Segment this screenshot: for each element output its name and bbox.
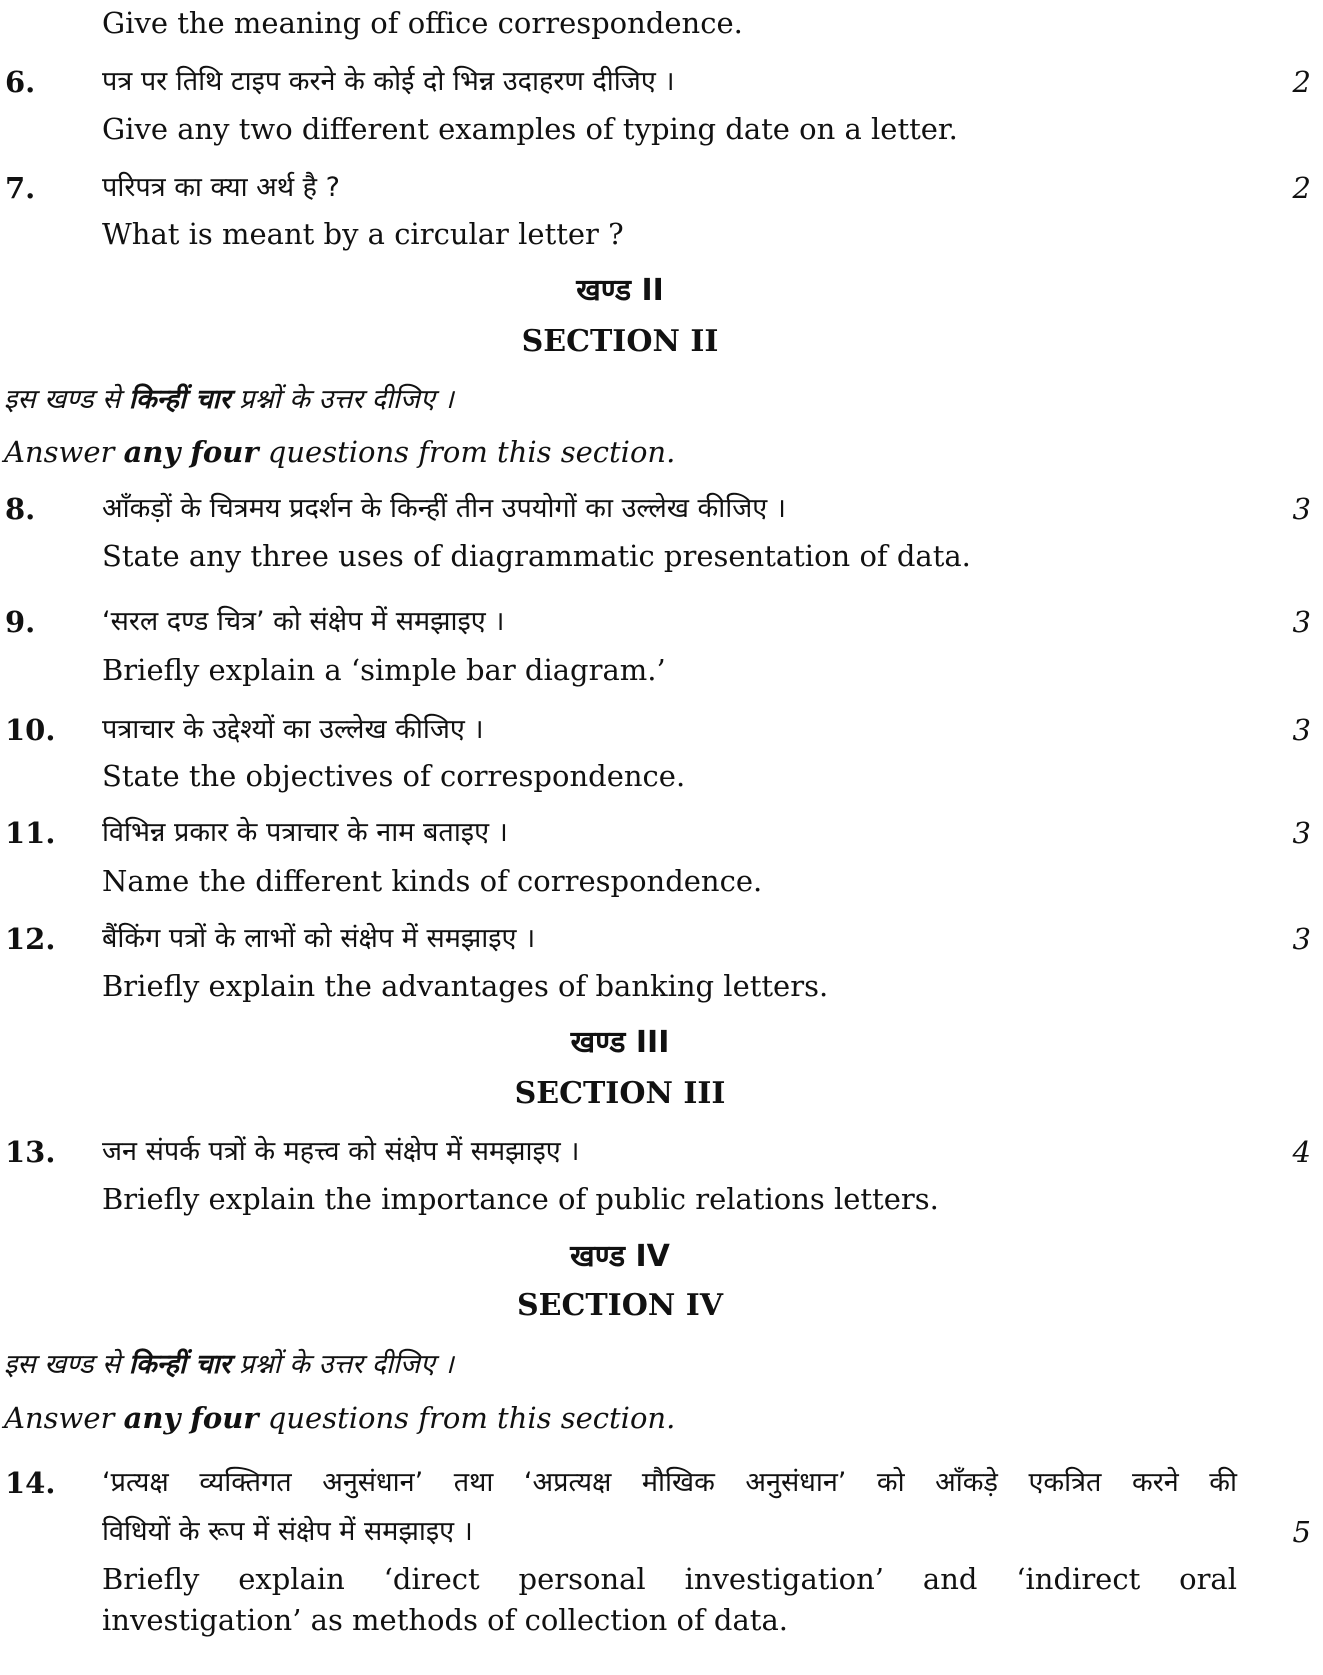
section-heading-hindi: खण्ड II: [576, 273, 664, 308]
instruction-hindi: इस खण्ड से किन्हीं चार प्रश्नों के उत्तर दीजिए ।: [4, 1349, 454, 1380]
question-hindi: पत्राचार के उद्देश्यों का उल्लेख कीजिए ।: [102, 714, 484, 745]
section-heading-hindi: खण्ड IV: [570, 1239, 670, 1274]
question-marks: 3: [1292, 922, 1311, 956]
question-english: State any three uses of diagrammatic presentation of data.: [102, 539, 971, 573]
question-number: 7.: [5, 171, 36, 205]
question-hindi: विभिन्न प्रकार के पत्राचार के नाम बताइए ।: [102, 817, 508, 848]
question-marks: 3: [1292, 713, 1311, 747]
section-heading-hindi: खण्ड III: [570, 1025, 670, 1060]
question-number: 13.: [5, 1135, 56, 1169]
question-hindi: जन संपर्क पत्रों के महत्त्व को संक्षेप में समझाइए ।: [102, 1136, 580, 1167]
question-hindi-line-1: ‘प्रत्यक्ष व्यक्तिगत अनुसंधान’ तथा ‘अप्रत्यक्ष मौखिक अनुसंधान’ को आँकड़े एकत्रित करने की: [102, 1467, 1237, 1498]
section-heading: SECTION II: [521, 324, 719, 359]
question-marks: 3: [1292, 816, 1311, 850]
instruction-hindi: इस खण्ड से किन्हीं चार प्रश्नों के उत्तर दीजिए ।: [4, 384, 454, 415]
question-marks: 3: [1292, 492, 1311, 526]
question-marks: 5: [1292, 1515, 1311, 1549]
question-english-line-1: Briefly explain ‘direct personal investigation’ and ‘indirect oral: [102, 1562, 1237, 1596]
question-english: Name the different kinds of correspondence.: [102, 864, 763, 898]
question-english: Give any two different examples of typing date on a letter.: [102, 112, 958, 146]
question-number: 10.: [5, 713, 56, 747]
instruction-english: Answer any four questions from this section.: [4, 435, 676, 469]
question-number: 14.: [5, 1466, 56, 1500]
question-number: 8.: [5, 492, 36, 526]
question-marks: 2: [1292, 171, 1311, 205]
question-english: What is meant by a circular letter ?: [102, 217, 624, 251]
question-marks: 3: [1292, 605, 1311, 639]
question-english: Briefly explain a ‘simple bar diagram.’: [102, 653, 666, 687]
question-number: 12.: [5, 922, 56, 956]
question-hindi: आँकड़ों के चित्रमय प्रदर्शन के किन्हीं तीन उपयोगों का उल्लेख कीजिए ।: [102, 493, 787, 524]
instruction-english: Answer any four questions from this section.: [4, 1401, 676, 1435]
question-marks: 2: [1292, 65, 1311, 99]
section-heading: SECTION IV: [516, 1288, 724, 1323]
question-number: 6.: [5, 65, 36, 99]
question-hindi: ‘सरल दण्ड चित्र’ को संक्षेप में समझाइए ।: [102, 606, 505, 637]
question-hindi: बैंकिंग पत्रों के लाभों को संक्षेप में समझाइए ।: [102, 923, 536, 954]
question-english-line-2: investigation’ as methods of collection of data.: [102, 1603, 788, 1637]
question-hindi: पत्र पर तिथि टाइप करने के कोई दो भिन्न उदाहरण दीजिए ।: [102, 66, 675, 97]
section-heading: SECTION III: [514, 1076, 726, 1111]
question-marks: 4: [1292, 1135, 1311, 1169]
question-5-english: Give the meaning of office correspondence.: [102, 6, 743, 40]
question-english: Briefly explain the advantages of banking letters.: [102, 969, 829, 1003]
question-english: State the objectives of correspondence.: [102, 759, 686, 793]
question-hindi-line-2: विधियों के रूप में संक्षेप में समझाइए ।: [102, 1516, 473, 1547]
question-hindi: परिपत्र का क्या अर्थ है ?: [102, 172, 340, 203]
question-number: 11.: [5, 816, 56, 850]
question-number: 9.: [5, 605, 36, 639]
question-english: Briefly explain the importance of public relations letters.: [102, 1182, 939, 1216]
